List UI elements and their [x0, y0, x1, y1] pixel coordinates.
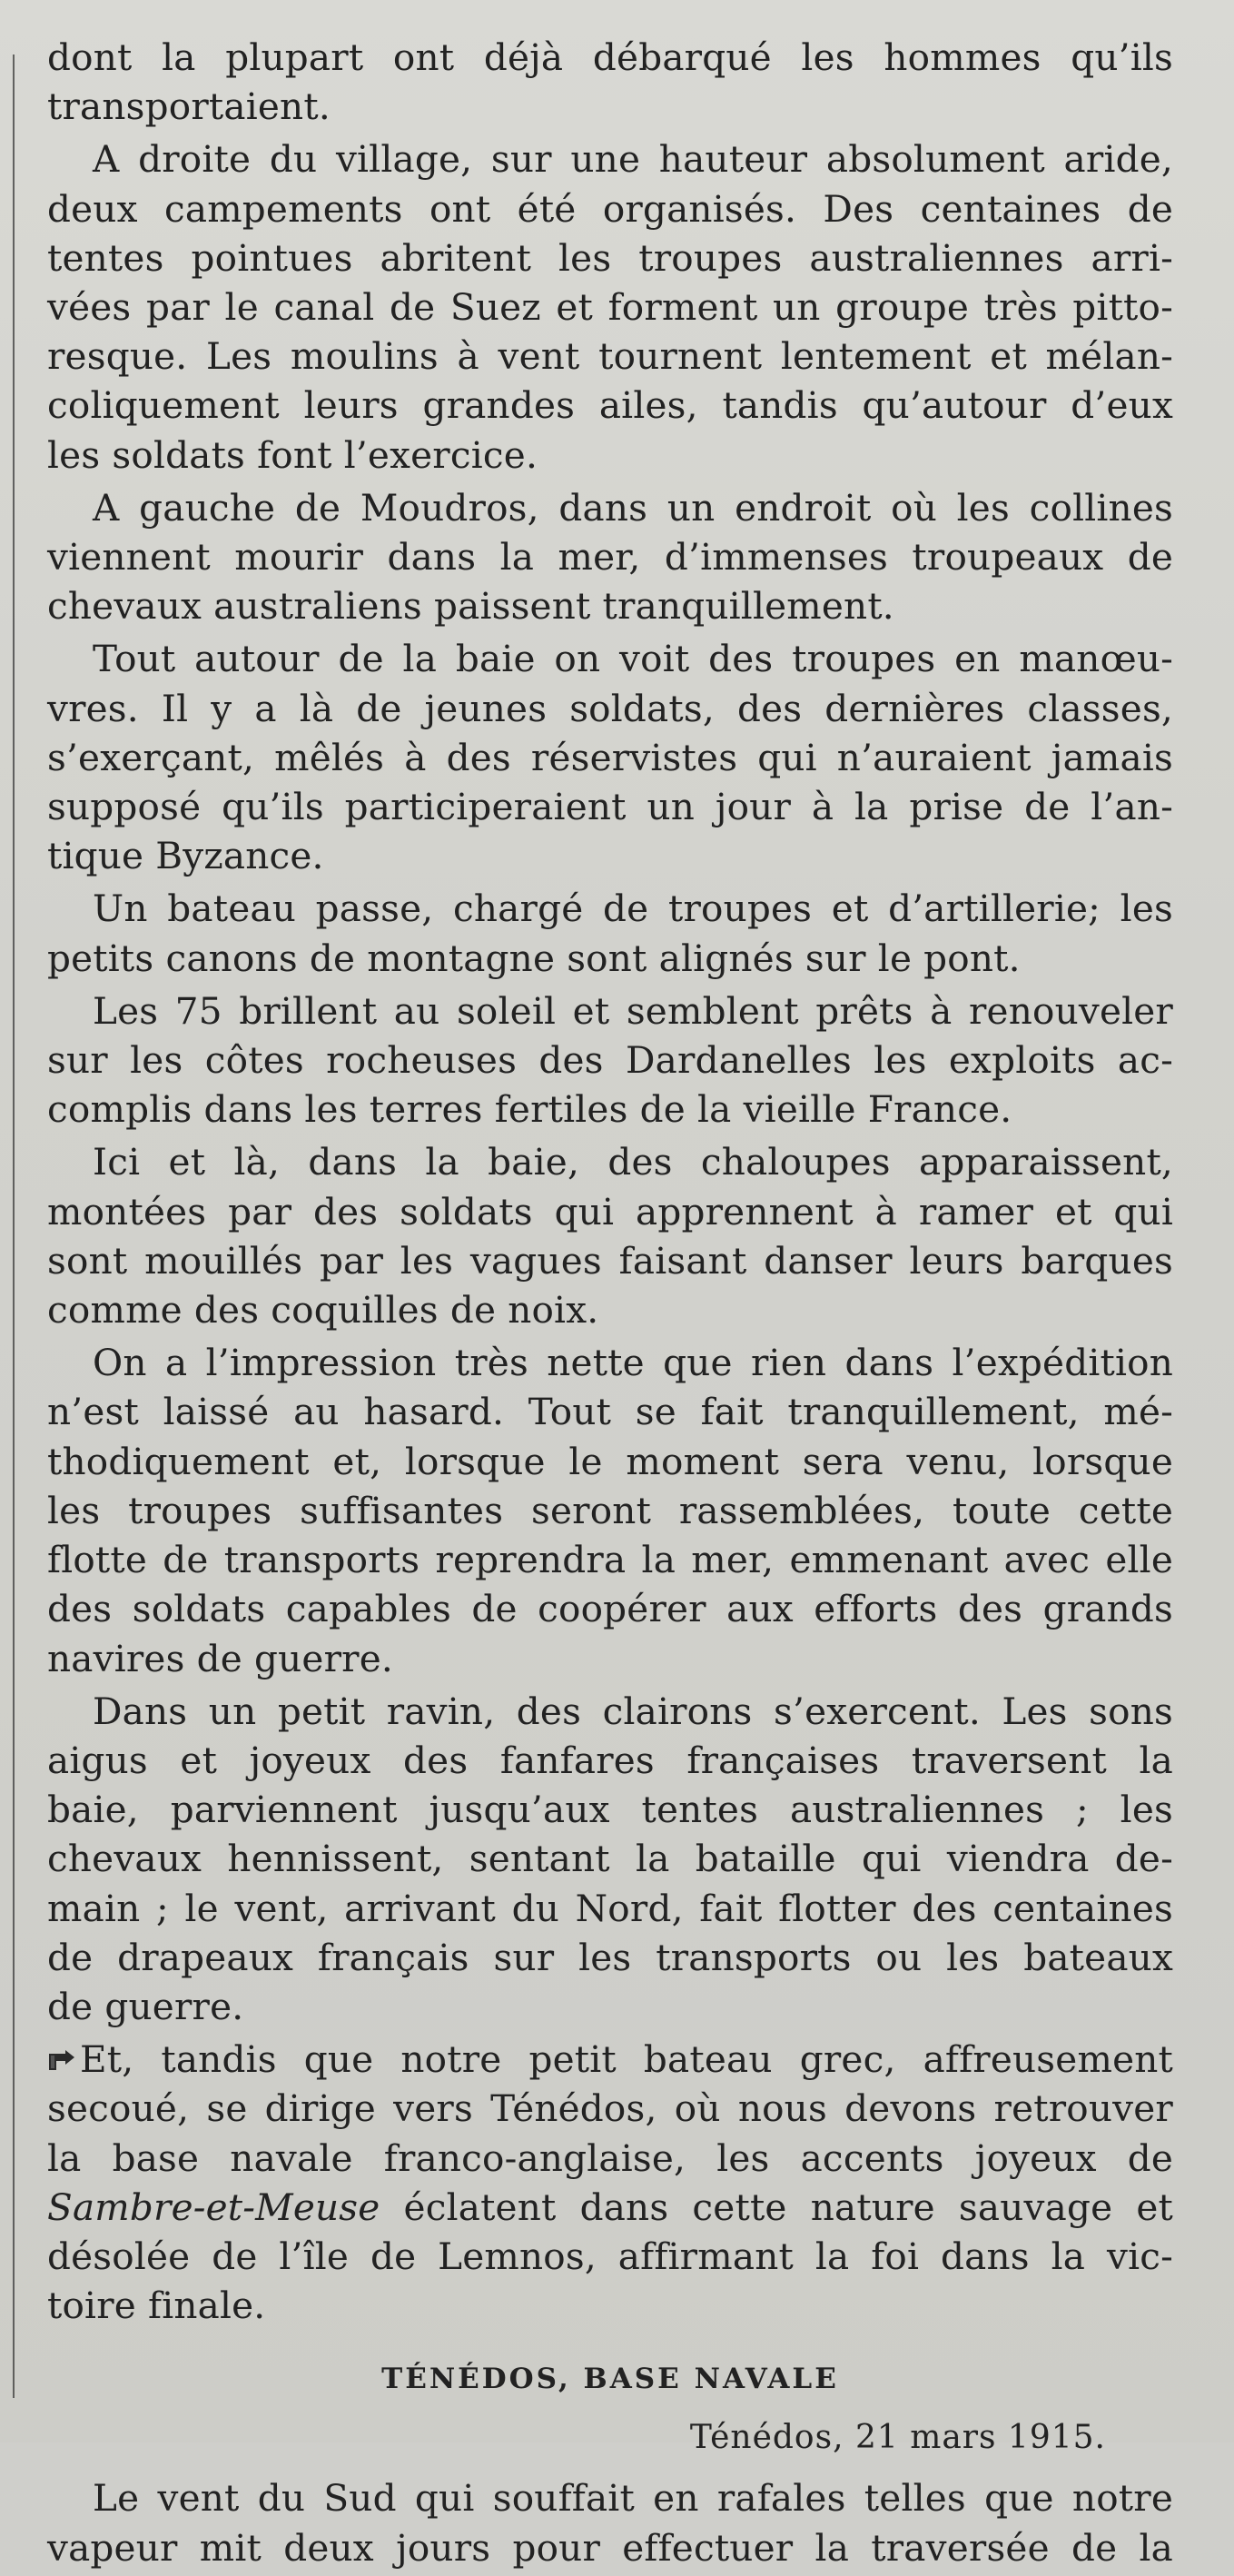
- text-line: les troupes suffisantes seront rassemblées, toute cette: [47, 1488, 1173, 1532]
- text-line: petits canons de montagne sont alignés sur le pont.: [47, 936, 1021, 980]
- paragraph-0: [47, 33, 1173, 131]
- text-line: A droite du village, sur une hauteur absolument aride,: [93, 137, 1173, 182]
- text-line: Tout autour de la baie on voit des troupes en manœu-: [93, 637, 1173, 681]
- paragraph-final: [47, 2035, 1173, 2330]
- text-line: coliquement leurs grandes ailes, tandis qu’autour d’eux: [47, 383, 1173, 428]
- paragraph-8: [47, 1687, 1173, 2031]
- text-line: main ; le vent, arrivant du Nord, fait flotter des centaines: [47, 1886, 1173, 1930]
- text-line: transportaient.: [47, 84, 331, 129]
- paragraph-3: [47, 634, 1173, 880]
- text-line: montées par des soldats qui apprennent à ramer et qui: [47, 1189, 1173, 1234]
- text-line: viennent mourir dans la mer, d’immenses troupeaux de: [47, 535, 1173, 580]
- text-line: On a l’impression très nette que rien dans l’expédition: [93, 1341, 1173, 1385]
- text-line: s’exerçant, mêlés à des réservistes qui n’auraient jamais: [47, 735, 1173, 779]
- text-line: complis dans les terres fertiles de la vieille France.: [47, 1087, 1012, 1132]
- text-line: thodiquement et, lorsque le moment sera venu, lorsque: [47, 1439, 1173, 1483]
- text-line: Dans un petit ravin, des clairons s’exercent. Les sons: [93, 1689, 1173, 1733]
- text-line: flotte de transports reprendra la mer, emmenant avec elle: [47, 1538, 1173, 1582]
- text-line: deux campements ont été organisés. Des centaines de: [47, 186, 1173, 231]
- text-line: n’est laissé au hasard. Tout se fait tranquillement, mé-: [47, 1390, 1173, 1434]
- paragraph-6: [47, 1137, 1173, 1334]
- text-line: secoué, se dirige vers Ténédos, où nous devons retrouver: [47, 2086, 1173, 2131]
- text-line: vres. Il y a là de jeunes soldats, des dernières classes,: [47, 686, 1173, 730]
- section-heading: TÉNÉDOS, BASE NAVALE: [381, 2363, 839, 2396]
- text-line: [47, 2035, 1173, 2084]
- text-line: Ici et là, dans la baie, des chaloupes apparaissent,: [93, 1140, 1173, 1184]
- paragraph-4: [47, 884, 1173, 982]
- text-line: [47, 2183, 1173, 2232]
- text-line: vapeur mit deux jours pour effectuer la traversée de la: [47, 2525, 1173, 2570]
- paragraph-closing: [47, 2473, 1173, 2571]
- text-line: sur les côtes rocheuses des Dardanelles les exploits ac-: [47, 1038, 1173, 1083]
- text-line: tique Byzance.: [47, 834, 324, 878]
- text-line: de guerre.: [47, 1984, 244, 2028]
- left-margin-rule: [13, 54, 15, 2398]
- text-line: désolée de l’île de Lemnos, affirmant la foi dans la vic-: [47, 2234, 1173, 2278]
- text-line: toire finale.: [47, 2284, 266, 2328]
- text-line: aigus et joyeux des fanfares françaises traversent la: [47, 1738, 1173, 1782]
- text-line: chevaux hennissent, sentant la bataille qui viendra de-: [47, 1837, 1173, 1881]
- paragraph-7: [47, 1338, 1173, 1682]
- paragraph-2: [47, 483, 1173, 631]
- text-line: Les 75 brillent au soleil et semblent prêts à renouveler: [93, 988, 1173, 1033]
- text-line: dont la plupart ont déjà débarqué les hommes qu’ils: [47, 35, 1173, 79]
- text-line: comme des coquilles de noix.: [47, 1288, 599, 1333]
- text-line-segment: éclatent dans cette nature sauvage et: [380, 2185, 1173, 2229]
- text-line: sont mouillés par les vagues faisant danser leurs barques: [47, 1238, 1173, 1283]
- text-line: vées par le canal de Suez et forment un groupe très pitto-: [47, 285, 1173, 330]
- text-line: resque. Les moulins à vent tournent lentement et mélan-: [47, 334, 1173, 379]
- pointing-hand-icon: [47, 2038, 78, 2069]
- text-line: de drapeaux français sur les transports ou les bateaux: [47, 1935, 1173, 1979]
- text-line: supposé qu’ils participeraient un jour à la prise de l’an-: [47, 785, 1173, 829]
- italic-title: Sambre-et-Meuse: [47, 2185, 380, 2229]
- text-line: navires de guerre.: [47, 1636, 393, 1680]
- text-line: les soldats font l’exercice.: [47, 432, 538, 477]
- text-line: Le vent du Sud qui souffait en rafales telles que notre: [93, 2476, 1173, 2521]
- text-line-segment: Et, tandis que notre petit bateau grec, affreusement: [80, 2037, 1173, 2082]
- paragraph-5: [47, 986, 1173, 1134]
- text-line: Un bateau passe, chargé de troupes et d’artillerie; les: [93, 887, 1173, 931]
- text-line: des soldats capables de coopérer aux efforts des grands: [47, 1587, 1173, 1631]
- dateline: Ténédos, 21 mars 1915.: [689, 2419, 1106, 2457]
- text-line: tentes pointues abritent les troupes australiennes arri-: [47, 235, 1173, 280]
- text-line: chevaux australiens paissent tranquillement.: [47, 584, 894, 629]
- paragraph-1: [47, 134, 1173, 479]
- text-line: A gauche de Moudros, dans un endroit où les collines: [93, 485, 1173, 530]
- page-text: [47, 33, 1173, 2576]
- text-line: la base navale franco-anglaise, les accents joyeux de: [47, 2135, 1173, 2180]
- text-line: baie, parviennent jusqu’aux tentes australiennes ; les: [47, 1788, 1173, 1832]
